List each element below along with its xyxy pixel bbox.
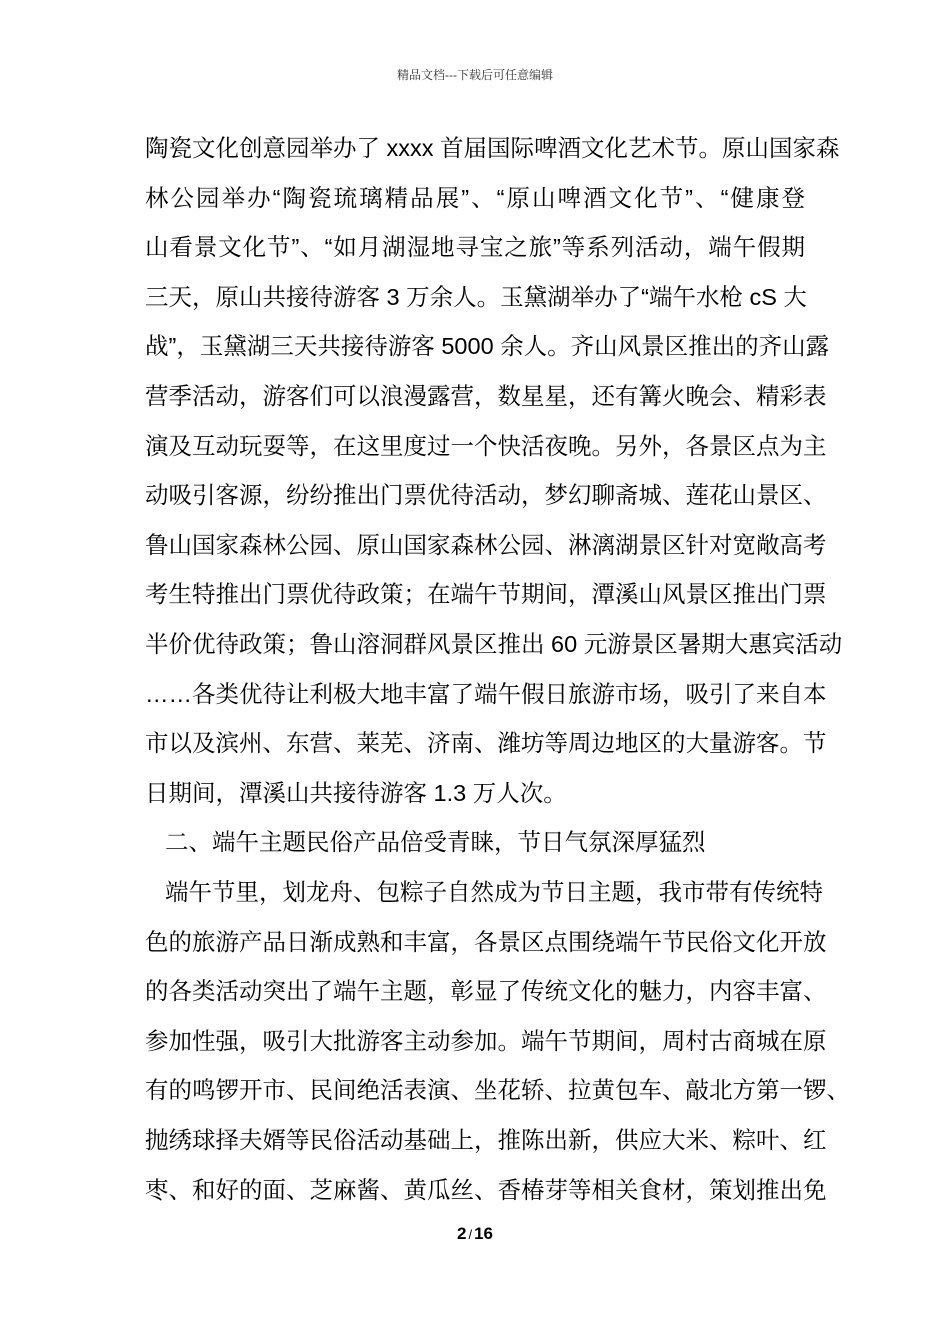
text-line: 抛绣球择夫婿等民俗活动基础上，推陈出新，供应大米、粽叶、红 [145,1127,827,1153]
text-line: 林公园举办“陶瓷琉璃精品展”、“原山啤酒文化节”、“健康登 [145,184,805,211]
section-heading: 二、端午主题民俗产品倍受青睐，节日气氛深厚猛烈 [165,829,706,856]
text-line: 端午节里，划龙舟、包粽子自然成为节日主题，我市带有传统特 [165,879,823,905]
text-line: 营季活动，游客们可以浪漫露营，数星星，还有篝火晚会、精彩表 [145,383,827,409]
text-line: 市以及滨州、东营、莱芜、济南、潍坊等周边地区的大量游客。节 [145,730,827,757]
text-line: 色的旅游产品日渐成熟和丰富，各景区点围绕端午节民俗文化开放 [145,928,827,955]
text-line: 山看景文化节”、“如月湖湿地寻宝之旅”等系列活动，端午假期 [145,234,805,261]
page-header: 精品文档---下载后可任意编辑 [397,68,553,82]
text-line: 三天，原山共接待游客 3 万余人。玉黛湖举办了“端午水枪 cS 大 [145,283,807,310]
text-line: 参加性强，吸引大批游客主动参加。端午节期间，周村古商城在原 [145,1027,827,1054]
text-line: 演及互动玩耍等，在这里度过一个快活夜晚。另外，各景区点为主 [145,432,827,459]
text-line: 的各类活动突出了端午主题，彰显了传统文化的魅力，内容丰富、 [145,978,827,1005]
total-pages: 16 [474,1224,493,1243]
text-line: 半价优待政策；鲁山溶洞群风景区推出 60 元游景区暑期大惠宾活动 [145,631,843,657]
text-line: 鲁山国家森林公园、原山国家森林公园、淋漓湖景区针对宽敞高考 [145,531,827,558]
text-line: 枣、和好的面、芝麻酱、黄瓜丝、香椿芽等相关食材，策划推出免 [145,1176,827,1203]
text-line: 考生特推出门票优待政策；在端午节期间，潭溪山风景区推出门票 [145,581,827,608]
text-line: 陶瓷文化创意园举办了 xxxx 首届国际啤酒文化艺术节。原山国家森 [145,135,840,161]
text-line: 战”，玉黛湖三天共接待游客 5000 余人。齐山风景区推出的齐山露 [145,333,830,360]
page-number [0,1224,950,1244]
current-page: 2 [456,1224,467,1243]
page-separator: / [468,1227,473,1242]
text-line: 动吸引客源，纷纷推出门票优待活动，梦幻聊斋城、莲花山景区、 [145,482,827,509]
text-line: ……各类优待让利极大地丰富了端午假日旅游市场，吸引了来自本 [145,680,827,707]
text-line: 有的鸣锣开市、民间绝活表演、坐花轿、拉黄包车、敲北方第一锣、 [145,1077,850,1104]
text-line: 日期间，潭溪山共接待游客 1.3 万人次。 [145,779,567,806]
